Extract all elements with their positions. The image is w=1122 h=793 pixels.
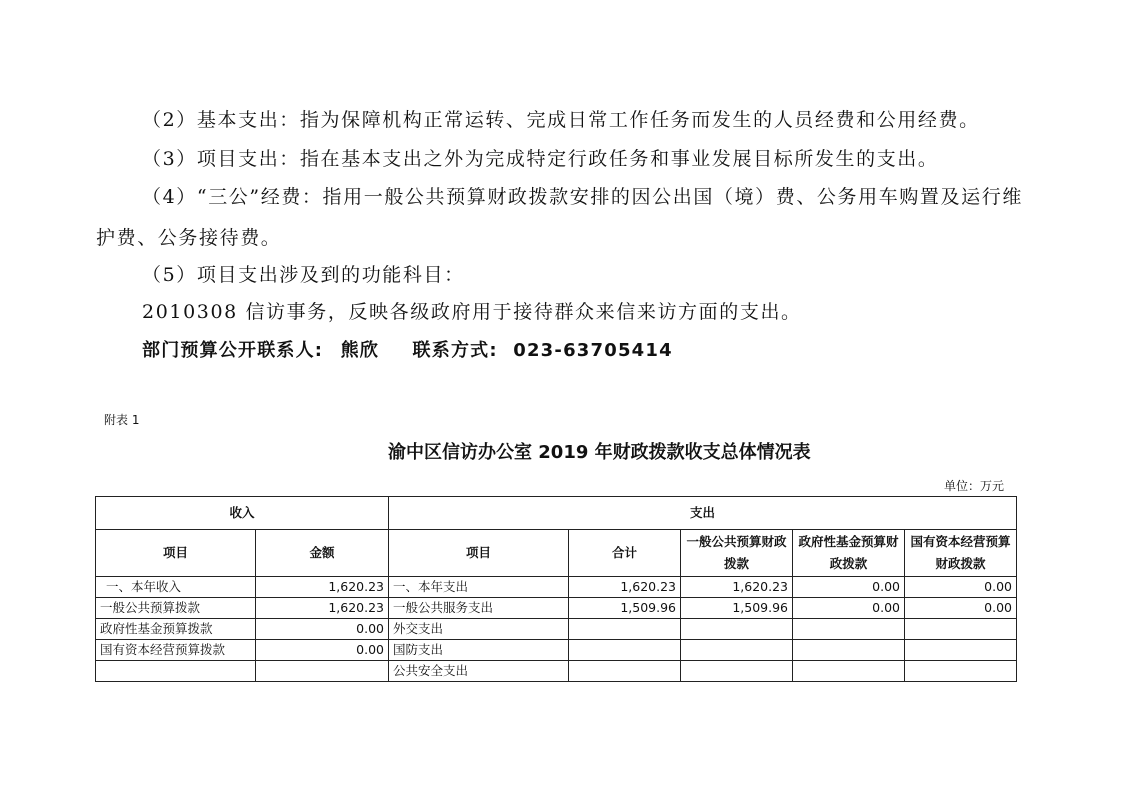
cell-income-amount: 1,620.23: [256, 598, 389, 619]
col-income-amount: 金额: [256, 530, 389, 577]
cell-general-budget: [681, 619, 793, 640]
annex-label: 附表 1: [104, 413, 140, 427]
cell-income-amount: 1,620.23: [256, 577, 389, 598]
cell-total: 1,509.96: [569, 598, 681, 619]
paragraph-basic-expense: （2）基本支出：指为保障机构正常运转、完成日常工作任务而发生的人员经费和公用经费。: [142, 109, 980, 131]
contact-person-label: 部门预算公开联系人:: [142, 340, 324, 361]
col-expense-item: 项目: [389, 530, 569, 577]
cell-income-item: 一般公共预算拨款: [96, 598, 256, 619]
cell-expense-item: 一般公共服务支出: [389, 598, 569, 619]
contact-phone: 023-63705414: [513, 340, 673, 361]
cell-state-capital: [905, 661, 1017, 682]
contact-method-label: 联系方式:: [412, 340, 498, 361]
paragraph-petition-affairs: 2010308 信访事务，反映各级政府用于接待群众来信来访方面的支出。: [142, 301, 802, 323]
cell-income-amount: 0.00: [256, 640, 389, 661]
unit-label: 单位：万元: [944, 479, 1005, 493]
cell-income-item: 政府性基金预算拨款: [96, 619, 256, 640]
cell-state-capital: [905, 640, 1017, 661]
cell-government-fund: [793, 640, 905, 661]
cell-government-fund: 0.00: [793, 598, 905, 619]
cell-income-amount: 0.00: [256, 619, 389, 640]
cell-expense-item: 外交支出: [389, 619, 569, 640]
cell-government-fund: [793, 619, 905, 640]
cell-government-fund: 0.00: [793, 577, 905, 598]
cell-expense-item: 一、本年支出: [389, 577, 569, 598]
table-row: [96, 577, 1017, 598]
table-row: [96, 661, 1017, 682]
cell-general-budget: 1,509.96: [681, 598, 793, 619]
cell-state-capital: 0.00: [905, 598, 1017, 619]
cell-total: [569, 619, 681, 640]
cell-expense-item: 国防支出: [389, 640, 569, 661]
cell-total: 1,620.23: [569, 577, 681, 598]
contact-person-name: 熊欣: [340, 340, 380, 361]
table-row: [96, 598, 1017, 619]
cell-general-budget: 1,620.23: [681, 577, 793, 598]
table-row: [96, 619, 1017, 640]
cell-income-item: [96, 661, 256, 682]
expense-header: 支出: [389, 497, 1017, 530]
cell-income-amount: [256, 661, 389, 682]
cell-income-item: 国有资本经营预算拨款: [96, 640, 256, 661]
cell-income-item: 一、本年收入: [96, 577, 256, 598]
budget-table: [95, 496, 1017, 682]
table-title: 渝中区信访办公室 2019 年财政拨款收支总体情况表: [388, 442, 811, 463]
col-income-item: 项目: [96, 530, 256, 577]
contact-line: [142, 336, 673, 362]
col-general-budget: 一般公共预算财政拨款: [681, 530, 793, 577]
cell-expense-item: 公共安全支出: [389, 661, 569, 682]
cell-total: [569, 640, 681, 661]
cell-total: [569, 661, 681, 682]
income-header: 收入: [96, 497, 389, 530]
cell-government-fund: [793, 661, 905, 682]
col-state-capital: 国有资本经营预算财政拨款: [905, 530, 1017, 577]
cell-general-budget: [681, 661, 793, 682]
paragraph-function-subjects: （5）项目支出涉及到的功能科目：: [142, 264, 465, 286]
cell-general-budget: [681, 640, 793, 661]
paragraph-project-expense: （3）项目支出：指在基本支出之外为完成特定行政任务和事业发展目标所发生的支出。: [142, 148, 939, 170]
table-row: [96, 640, 1017, 661]
col-government-fund: 政府性基金预算财政拨款: [793, 530, 905, 577]
cell-state-capital: 0.00: [905, 577, 1017, 598]
paragraph-three-public: （4）“三公”经费：指用一般公共预算财政拨款安排的因公出国（境）费、公务用车购置及运行维护费、公务接待费。: [96, 186, 1023, 249]
col-total: 合计: [569, 530, 681, 577]
cell-state-capital: [905, 619, 1017, 640]
